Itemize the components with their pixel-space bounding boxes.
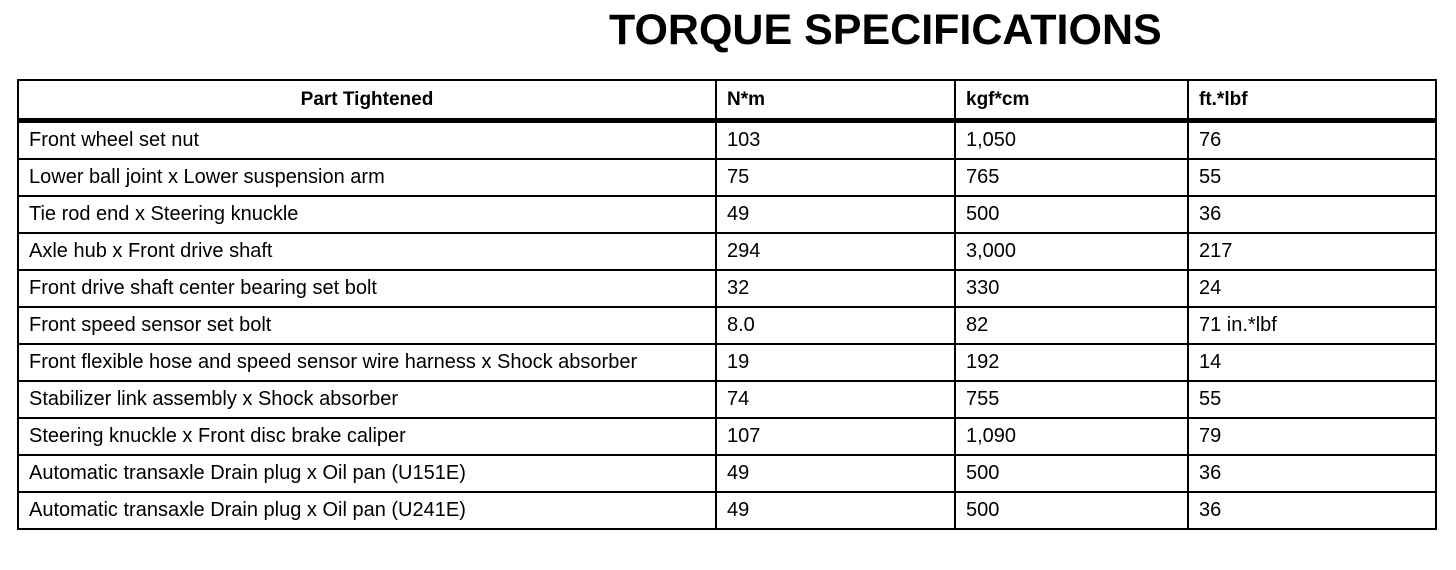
table-row [18,418,1436,455]
table-row [18,233,1436,270]
cell-ft-lbf: 217 [1188,233,1436,270]
torque-spec-table [17,79,1437,530]
cell-nm: 74 [716,381,955,418]
cell-nm: 19 [716,344,955,381]
cell-ft-lbf: 14 [1188,344,1436,381]
cell-kgf-cm: 192 [955,344,1188,381]
table-row [18,455,1436,492]
cell-nm: 49 [716,196,955,233]
cell-part: Front speed sensor set bolt [18,307,716,344]
table-row [18,344,1436,381]
cell-ft-lbf: 55 [1188,159,1436,196]
cell-ft-lbf: 55 [1188,381,1436,418]
cell-nm: 32 [716,270,955,307]
cell-part: Axle hub x Front drive shaft [18,233,716,270]
cell-nm: 49 [716,455,955,492]
cell-nm: 75 [716,159,955,196]
cell-ft-lbf: 36 [1188,492,1436,529]
cell-kgf-cm: 500 [955,455,1188,492]
cell-part: Steering knuckle x Front disc brake caliper [18,418,716,455]
cell-kgf-cm: 755 [955,381,1188,418]
cell-part: Front flexible hose and speed sensor wire harness x Shock absorber [18,344,716,381]
cell-ft-lbf: 71 in.*lbf [1188,307,1436,344]
table-row [18,381,1436,418]
cell-ft-lbf: 79 [1188,418,1436,455]
cell-part: Automatic transaxle Drain plug x Oil pan (U151E) [18,455,716,492]
table-row [18,492,1436,529]
table-row [18,307,1436,344]
cell-part: Stabilizer link assembly x Shock absorber [18,381,716,418]
header-ft-lbf: ft.*lbf [1188,80,1436,121]
cell-kgf-cm: 500 [955,492,1188,529]
cell-ft-lbf: 76 [1188,121,1436,160]
table-row [18,270,1436,307]
header-kgf-cm: kgf*cm [955,80,1188,121]
cell-nm: 103 [716,121,955,160]
header-newton-meter: N*m [716,80,955,121]
cell-kgf-cm: 1,050 [955,121,1188,160]
cell-kgf-cm: 82 [955,307,1188,344]
cell-kgf-cm: 765 [955,159,1188,196]
cell-nm: 8.0 [716,307,955,344]
cell-ft-lbf: 36 [1188,196,1436,233]
cell-kgf-cm: 3,000 [955,233,1188,270]
cell-kgf-cm: 500 [955,196,1188,233]
cell-nm: 49 [716,492,955,529]
page-title: TORQUE SPECIFICATIONS [609,6,1162,54]
cell-part: Automatic transaxle Drain plug x Oil pan (U241E) [18,492,716,529]
cell-ft-lbf: 24 [1188,270,1436,307]
cell-kgf-cm: 1,090 [955,418,1188,455]
table-row [18,159,1436,196]
table-header-row [18,80,1436,121]
table-row [18,196,1436,233]
cell-part: Lower ball joint x Lower suspension arm [18,159,716,196]
cell-kgf-cm: 330 [955,270,1188,307]
header-part-tightened: Part Tightened [18,80,716,121]
cell-part: Front wheel set nut [18,121,716,160]
cell-part: Tie rod end x Steering knuckle [18,196,716,233]
cell-nm: 294 [716,233,955,270]
cell-part: Front drive shaft center bearing set bolt [18,270,716,307]
cell-ft-lbf: 36 [1188,455,1436,492]
cell-nm: 107 [716,418,955,455]
table-row [18,121,1436,160]
